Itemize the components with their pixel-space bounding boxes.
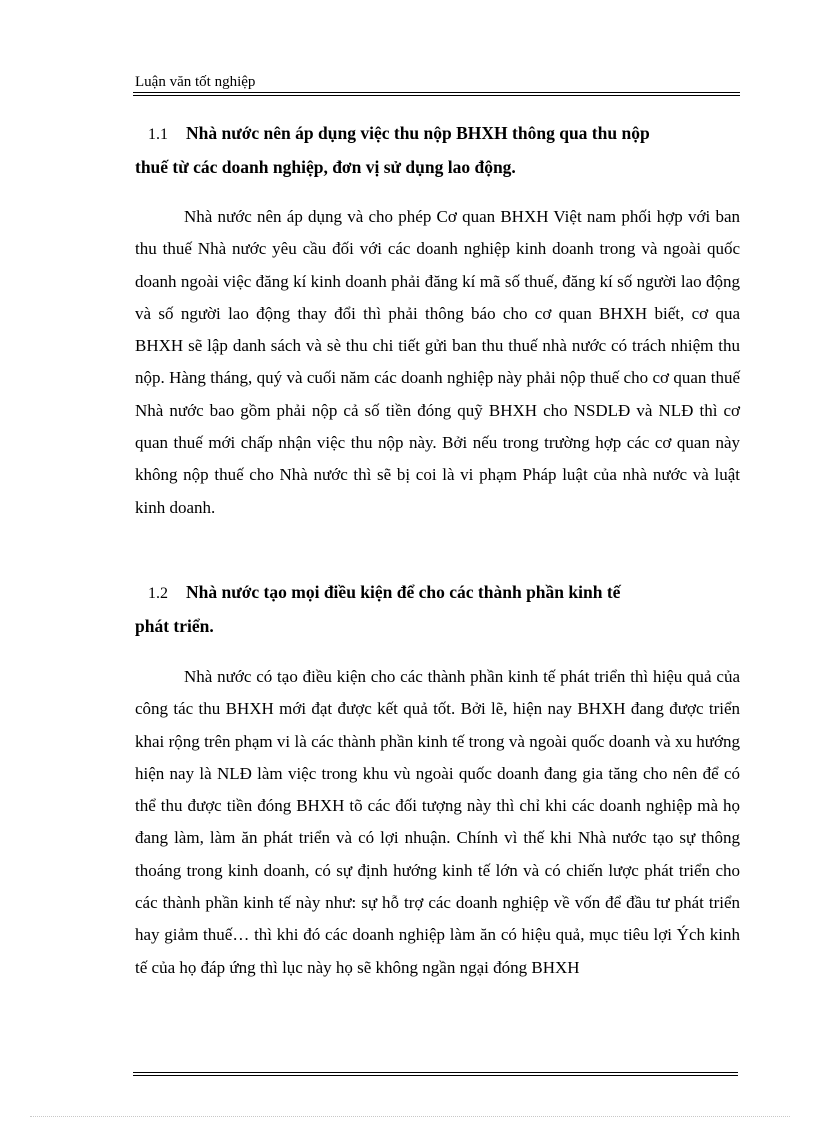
footer-rule-top bbox=[133, 1072, 738, 1073]
section-number: 1.1 bbox=[148, 126, 168, 143]
section-paragraph-1-2: Nhà nước có tạo điều kiện cho các thành phần kinh tế phát triển thì hiệu quả của công tác thu BHXH mới đạt được kết quả tốt. Bởi lẽ, hiện nay BHXH đang được triển khai rộng trên phạm vi là các thành phần kinh tế trong và ngoài quốc doanh và xu hướng hiện nay là NLĐ làm việc trong khu vù ngoài quốc doanh đang gia tăng cho nên để có thể thu được tiền đóng BHXH tõ các đối tượng này thì chỉ khi các doanh nghiệp mà họ đang làm, làm ăn phát triển và có lợi nhuận. Chính vì thế khi Nhà nước tạo sự thông thoáng trong kinh doanh, có sự định hướng kinh tế lớn và có chiến lược phát triển cho các thành phần kinh tế này như: sự hỗ trợ các doanh nghiệp về vốn để đầu tư phát triển hay giảm thuế… thì khi đó các doanh nghiệp làm ăn có hiệu quả, mục tiêu lợi Ých kinh tế của họ đáp ứng thì lục này họ sẽ không ngần ngại đóng BHXH bbox=[135, 667, 740, 977]
heading-line-2: phát triển. bbox=[135, 616, 214, 636]
heading-line-1: Nhà nước tạo mọi điều kiện để cho các thành phần kinh tế bbox=[186, 582, 621, 602]
heading-line-2: thuế từ các doanh nghiệp, đơn vị sử dụng lao động. bbox=[135, 157, 516, 177]
footer-rule-bottom bbox=[133, 1075, 738, 1076]
header-rule-top bbox=[133, 92, 740, 93]
section-heading-1-1 bbox=[135, 117, 740, 184]
section-number: 1.2 bbox=[148, 585, 168, 602]
section-heading-1-2 bbox=[135, 576, 740, 643]
header-rule-bottom bbox=[133, 95, 740, 96]
page-edge-dotted-line bbox=[30, 1116, 790, 1117]
section-paragraph-1-1: Nhà nước nên áp dụng và cho phép Cơ quan BHXH Việt nam phối hợp với ban thu thuế Nhà nước yêu cầu đối với các doanh nghiệp kinh doanh trong và ngoài quốc doanh ngoài việc đăng kí kinh doanh phải đăng kí mã số thuế, đăng kí số người lao động và số người lao động thay đổi thì phải thông báo cho cơ quan BHXH biết, cơ qua BHXH sẽ lập danh sách và sè thu chi tiết gửi ban thu thuế nhà nước có trách nhiệm thu nộp. Hàng tháng, quý và cuối năm các doanh nghiệp này phải nộp thuế cho cơ quan thuế Nhà nước bao gồm phải nộp cả số tiền đóng quỹ BHXH cho NSDLĐ và NLĐ thì cơ quan thuế mới chấp nhận việc thu nộp này. Bởi nếu trong trường hợp các cơ quan này không nộp thuế cho Nhà nước thì sẽ bị coi là vi phạm Pháp luật của nhà nước và luật kinh doanh. bbox=[135, 207, 740, 517]
header-title: Luận văn tốt nghiệp bbox=[135, 74, 256, 90]
heading-line-1: Nhà nước nên áp dụng việc thu nộp BHXH thông qua thu nộp bbox=[186, 123, 650, 143]
